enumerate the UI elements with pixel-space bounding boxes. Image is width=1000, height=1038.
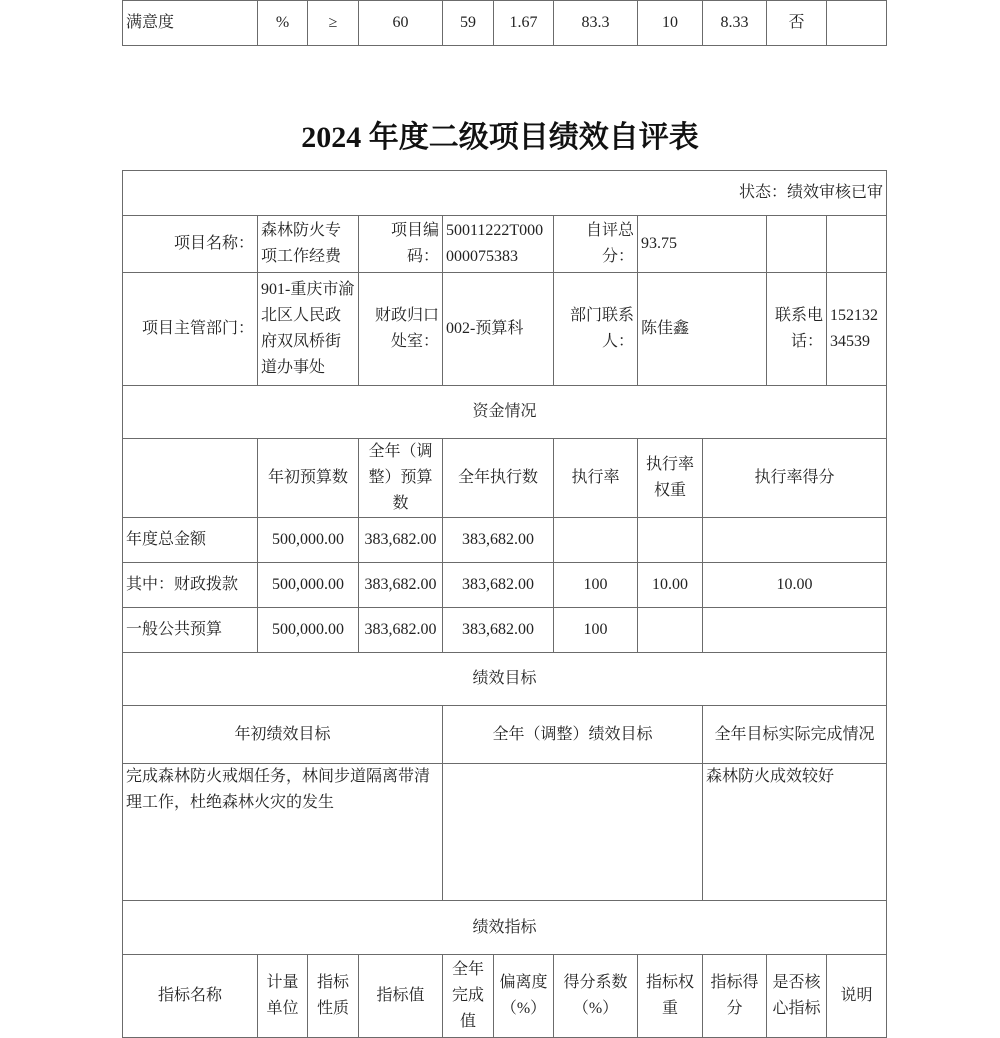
office-value: 002-预算科 — [443, 273, 554, 386]
funds-executed: 383,682.00 — [443, 608, 554, 653]
table-row — [123, 1, 887, 46]
indicators-header-row — [123, 955, 887, 1038]
score-label: 自评总分： — [554, 216, 638, 273]
funds-header: 全年（调整）预算数 — [359, 439, 443, 518]
table-row — [123, 518, 887, 563]
goals-header: 年初绩效目标 — [123, 706, 443, 764]
indicator-unit: % — [258, 1, 308, 46]
indicator-nature: ≥ — [308, 1, 359, 46]
indicator-header: 得分系数（%） — [554, 955, 638, 1038]
funds-score: 10.00 — [703, 563, 887, 608]
table-row — [123, 563, 887, 608]
indicator-header: 偏离度（%） — [494, 955, 554, 1038]
contact-value: 陈佳鑫 — [638, 273, 767, 386]
funds-header: 年初预算数 — [258, 439, 359, 518]
indicator-header: 说明 — [827, 955, 887, 1038]
funds-weight: 10.00 — [638, 563, 703, 608]
office-label: 财政归口处室： — [359, 273, 443, 386]
project-name-label: 项目名称： — [123, 216, 258, 273]
goal-actual: 森林防火成效较好 — [703, 764, 887, 901]
funds-score — [703, 518, 887, 563]
empty-cell — [827, 216, 887, 273]
funds-header: 执行率 — [554, 439, 638, 518]
empty-cell — [767, 216, 827, 273]
indicator-header: 指标性质 — [308, 955, 359, 1038]
project-code-value: 50011222T000000075383 — [443, 216, 554, 273]
funds-score — [703, 608, 887, 653]
goals-header: 全年目标实际完成情况 — [703, 706, 887, 764]
indicator-score: 8.33 — [703, 1, 767, 46]
funds-row-label: 年度总金额 — [123, 518, 258, 563]
goal-adjusted — [443, 764, 703, 901]
dept-value: 901-重庆市渝北区人民政府双凤桥街道办事处 — [258, 273, 359, 386]
goals-header-row — [123, 706, 887, 764]
self-evaluation-table — [122, 170, 887, 1038]
funds-rate: 100 — [554, 608, 638, 653]
indicator-header: 指标得分 — [703, 955, 767, 1038]
project-name-value: 森林防火专项工作经费 — [258, 216, 359, 273]
table-row — [123, 608, 887, 653]
indicator-header: 全年完成值 — [443, 955, 494, 1038]
funds-rate: 100 — [554, 563, 638, 608]
indicator-name: 满意度 — [123, 1, 258, 46]
funds-row-label: 其中：财政拨款 — [123, 563, 258, 608]
status-badge: 状态：绩效审核已审 — [123, 171, 887, 216]
dept-row — [123, 273, 887, 386]
dept-label: 项目主管部门： — [123, 273, 258, 386]
indicator-header: 计量单位 — [258, 955, 308, 1038]
indicator-header: 指标名称 — [123, 955, 258, 1038]
score-value: 93.75 — [638, 216, 767, 273]
funds-executed: 383,682.00 — [443, 518, 554, 563]
status-row — [123, 171, 887, 216]
funds-adjusted: 383,682.00 — [359, 563, 443, 608]
indicator-target: 60 — [359, 1, 443, 46]
funds-adjusted: 383,682.00 — [359, 518, 443, 563]
funds-adjusted: 383,682.00 — [359, 608, 443, 653]
funds-header: 全年执行数 — [443, 439, 554, 518]
project-row — [123, 216, 887, 273]
indicator-score-coef: 83.3 — [554, 1, 638, 46]
goals-header: 全年（调整）绩效目标 — [443, 706, 703, 764]
funds-initial: 500,000.00 — [258, 518, 359, 563]
funds-header-row — [123, 439, 887, 518]
indicators-section-title: 绩效指标 — [123, 901, 887, 955]
indicator-header: 指标权重 — [638, 955, 703, 1038]
funds-header: 执行率得分 — [703, 439, 887, 518]
previous-indicator-table — [122, 0, 887, 46]
funds-section-row — [123, 386, 887, 439]
funds-weight — [638, 518, 703, 563]
phone-value: 15213234539 — [827, 273, 887, 386]
funds-row-label: 一般公共预算 — [123, 608, 258, 653]
indicators-section-row — [123, 901, 887, 955]
phone-label: 联系电话： — [767, 273, 827, 386]
funds-rate — [554, 518, 638, 563]
empty-cell — [123, 439, 258, 518]
indicator-core: 否 — [767, 1, 827, 46]
funds-initial: 500,000.00 — [258, 563, 359, 608]
funds-executed: 383,682.00 — [443, 563, 554, 608]
indicator-weight: 10 — [638, 1, 703, 46]
funds-header: 执行率权重 — [638, 439, 703, 518]
goals-section-row — [123, 653, 887, 706]
contact-label: 部门联系人： — [554, 273, 638, 386]
page-title: 2024 年度二级项目绩效自评表 — [301, 121, 699, 154]
indicator-header: 是否核心指标 — [767, 955, 827, 1038]
indicator-actual: 59 — [443, 1, 494, 46]
indicator-note — [827, 1, 887, 46]
project-code-label: 项目编码： — [359, 216, 443, 273]
goals-content-row — [123, 764, 887, 901]
funds-weight — [638, 608, 703, 653]
goals-section-title: 绩效目标 — [123, 653, 887, 706]
funds-initial: 500,000.00 — [258, 608, 359, 653]
indicator-header: 指标值 — [359, 955, 443, 1038]
goal-initial: 完成森林防火戒烟任务，林间步道隔离带清理工作，杜绝森林火灾的发生 — [123, 764, 443, 901]
funds-section-title: 资金情况 — [123, 386, 887, 439]
indicator-deviation: 1.67 — [494, 1, 554, 46]
